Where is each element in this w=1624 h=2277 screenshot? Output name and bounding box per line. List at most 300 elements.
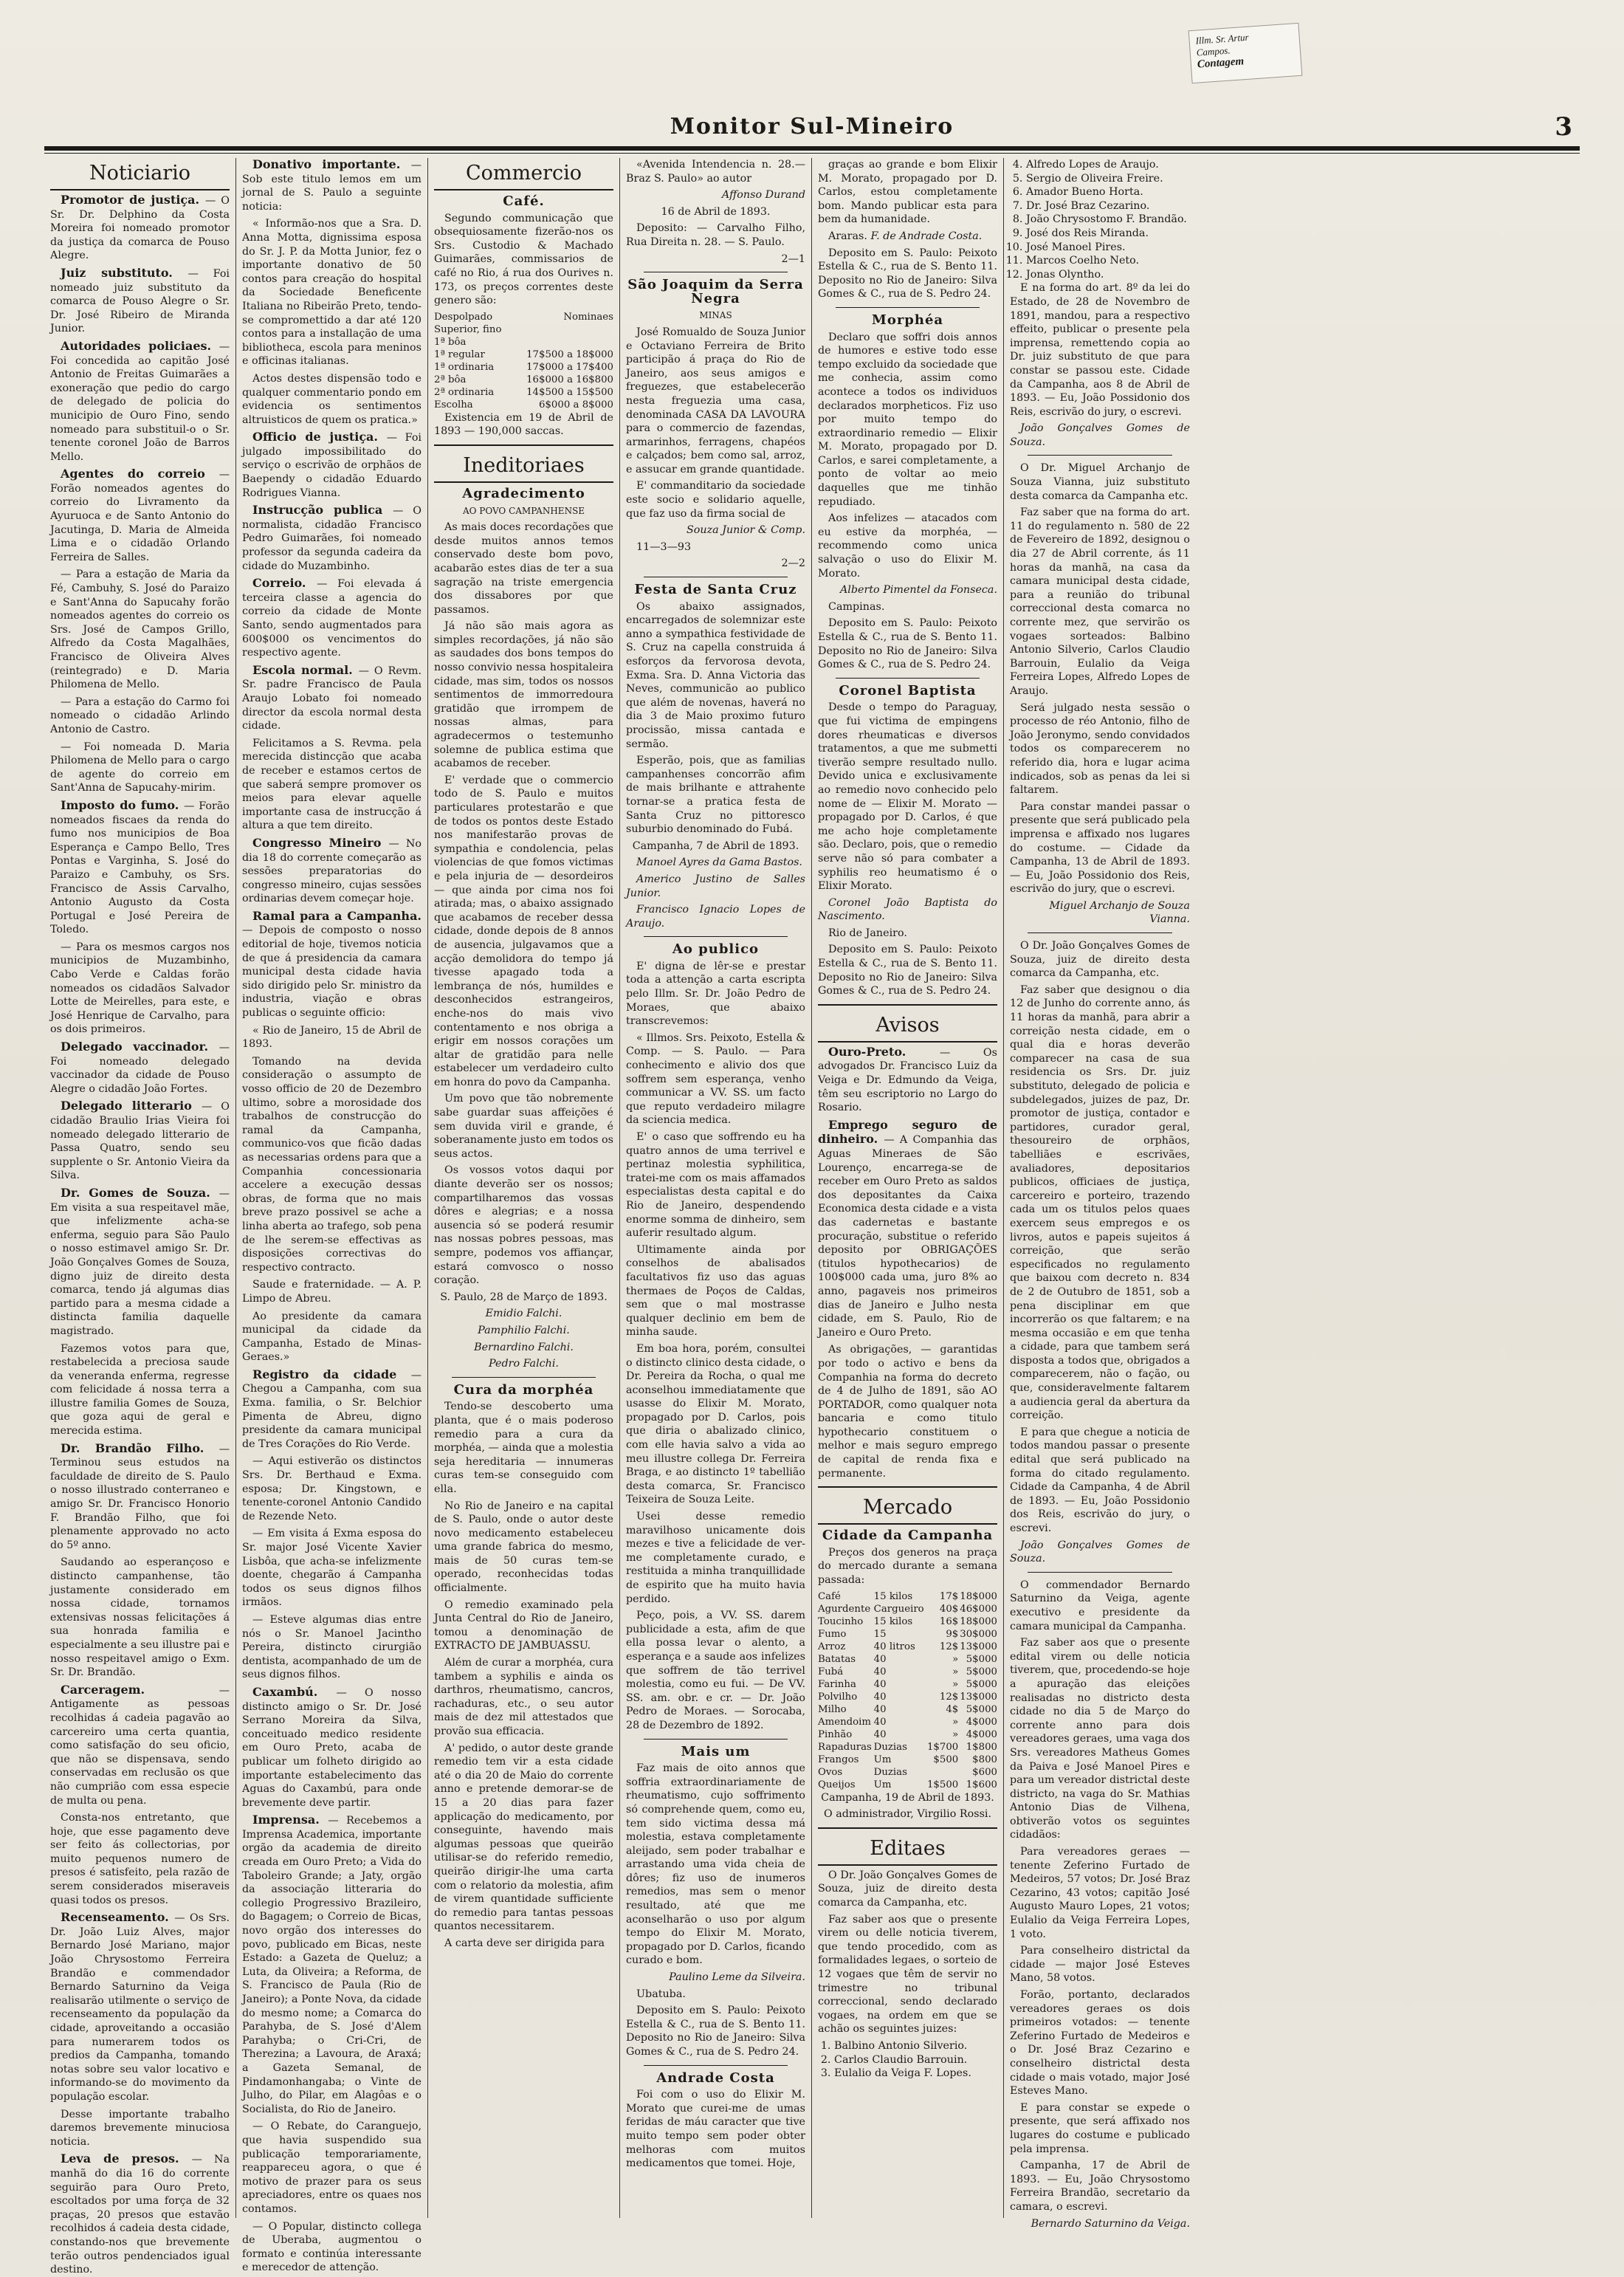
table-cell: 1ª regular (434, 348, 485, 360)
list-item: 6. Amador Bueno Horta. (1026, 185, 1190, 199)
table-cell: $500 (933, 1754, 959, 1765)
table-row (434, 323, 613, 336)
masthead-rule-thin (44, 153, 1580, 154)
paragraph: Tendo-se descoberto uma planta, que é o mais poderoso remedio para a cura da morphéa, — ainda que a molestia seja hereditaria — innumeras curas tem-se conseguido com ella. (434, 1401, 613, 1495)
table-cell: Frangos (818, 1754, 859, 1765)
notice-item (242, 1055, 422, 1275)
item-text: — Para a estação do Carmo foi nomeado o cidadão Arlindo Antonio de Castro. (50, 696, 230, 735)
table-cell: 1$600 (966, 1779, 997, 1790)
table-header-row (434, 311, 613, 323)
table-cell: 15 kilos (873, 1590, 913, 1602)
paragraph: Um povo que tão nobremente sabe guardar suas affeições é sem duvida viril e grande, é soberanamente justo em todos os seus actos. (434, 1093, 613, 1160)
item-heading: Imposto do fumo. (61, 797, 185, 812)
notice-item (50, 1911, 230, 2103)
notice-item (50, 568, 230, 691)
divider (644, 936, 788, 937)
signature: Emidio Falchi. (485, 1308, 562, 1320)
paragraph: O Dr. João Gonçalves Gomes de Souza, juiz de direito desta comarca da Campanha, etc. (818, 1869, 997, 1909)
label-line: Illm. Sr. Artur (1195, 31, 1250, 47)
notice-item (50, 741, 230, 795)
label-line: Contagem (1197, 55, 1245, 71)
table-row (818, 1641, 997, 1653)
table-row (818, 1628, 997, 1641)
table-row (818, 1779, 997, 1791)
item-text: — O Popular, distincto collega de Uberaba, augmentou o formato e continúa interessante e merecedor de attenção. (242, 2220, 422, 2274)
table-row (818, 1615, 997, 1628)
table-cell: 18$000 (960, 1590, 997, 1602)
list-item: 1. Balbino Antonio Silverio. (834, 2039, 997, 2053)
paragraph: E na forma do art. 8º da lei do Estado, de 28 de Novembro de 1891, mandou, para a respectivo effeito, publicar o presente pela imprensa, remettendo copia ao Dr. juiz substituto de que para constar se passou este. Cidade da Campanha, aos 8 de Abril de 1893. — Eu, João Possidonio dos Reis, escrivão do jury, o escrevi. (1010, 282, 1190, 418)
table-cell: 14$500 a 15$500 (526, 386, 613, 398)
paragraph: Faz saber aos que o presente virem ou delle noticia tiverem, que tendo procedido, com as formalidades legaes, o sorteio de 12 vogaes que têm de servir no trimestre no tribunal correccional, sendo declarado vogaes, na ordem em que se achão os seguintes juizes: (818, 1913, 997, 2036)
table-cell: » (952, 1728, 959, 1740)
item-text: — Os Srs. Dr. João Luiz Alves, major Bernardo José Mariano, major João Chrysostomo Ferreira Brandão e commendador Bernardo Saturnino da Veiga realisarão utilmente o serviço de recenseamento da população da cidade, aproveitando a occasião para numerarem todos os predios da Campanha, tomando notas sobre seu valor locativo e informando-se do movimento da população escolar. (50, 1912, 230, 2103)
paragraph: E' commanditario da sociedade este socio e solidario aquelle, que faz uso da firma social de (626, 480, 805, 520)
item-heading: Emprego seguro de dinheiro. (818, 1117, 997, 1147)
item-heading: Delegado litterario (61, 1099, 202, 1113)
deposit-info: Deposito em S. Paulo: Peixoto Estella & C., rua de S. Bento 11. Deposito no Rio de Janeiro: Silva Gomes & C., rua de S. Pedro 24. (818, 944, 997, 997)
table-cell: 40$ (939, 1603, 959, 1615)
table-cell: Um (873, 1779, 892, 1790)
section-title: Editaes (818, 1835, 997, 1866)
paragraph: graças ao grande e bom Elixir M. Morato, propagado por D. Carlos, estou completamente bom. Mando publicar esta para bem da humanidade. (818, 159, 997, 226)
table-cell (926, 1766, 958, 1779)
item-text: — O normalista, cidadão Francisco Pedro Guimarães, foi nomeado professor da segunda cadeira da cidade do Muzambinho. (242, 505, 422, 572)
signature: Pedro Falchi. (489, 1358, 559, 1370)
table-cell: 5$000 (966, 1703, 997, 1715)
table-row (434, 361, 613, 374)
table-row (818, 1691, 997, 1703)
divider (1028, 1572, 1172, 1573)
list-item: 3. Eulalio da Veiga F. Lopes. (834, 2067, 997, 2081)
signature: Souza Junior & Comp. (687, 524, 805, 537)
paragraph: Foi com o uso do Elixir M. Morato que curei-me de umas feridas de máu caracter que tive muito tempo sem poder obter melhoras com muitos medicamentos que tomei. Hoje, (626, 2089, 805, 2170)
notice-item (50, 696, 230, 737)
notice-item (50, 1556, 230, 1679)
signature: Bernardino Falchi. (474, 1341, 574, 1353)
table-cell: 40 (873, 1703, 887, 1715)
item-text: Saudando ao esperançoso e distincto campanhense, tão justamente considerado em nossa cidade, tornamos extensivas nossas felicitações á sua honrada familia e especialmente a seu illustre pai e nosso respeitavel amigo o Exm. Sr. Dr. Brandão. (50, 1556, 230, 1679)
table-cell: 2ª bôa (434, 374, 467, 385)
subsection-title: Agradecimento (462, 485, 585, 501)
signature: Bernardo Saturnino da Veiga. (1031, 2217, 1190, 2230)
paragraph: Para conselheiro districtal da cidade — major José Esteves Mano, 58 votos. (1010, 1945, 1190, 1985)
notice-item (50, 340, 230, 464)
item-text: Actos destes dispensão todo e qualquer commentario pondo em evidencia os sentimentos altruisticos de quem os pratica.» (242, 372, 422, 426)
paragraph: E' digna de lêr-se e prestar toda a attenção a carta escripta pelo Illm. Sr. Dr. João Pedro de Moraes, que abaixo transcrevemos: (626, 960, 805, 1028)
column-2 (236, 157, 428, 2274)
notice-item (50, 1811, 230, 1907)
signature: Affonso Durand (721, 189, 805, 202)
table-row (434, 336, 613, 348)
item-text: — Para a estação de Maria da Fé, Cambuhy, S. José do Paraizo e Sant'Anna do Sapucahy forão nomeados agentes do correio os Srs. José de Campos Grillo, Alfredo da Costa Magalhães, Francisco de Oliveira Alves (reintegrado) e D. Maria Philomena de Mello. (50, 569, 230, 691)
signature: Americo Justino de Salles Junior. (626, 873, 805, 899)
paragraph: E para constar se expede o presente, que será affixado nos lugares do costume e publicado pela imprensa. (1010, 2101, 1190, 2155)
dateline: Campanha, 17 de Abril de 1893. — Eu, João Chrysostomo Ferreira Brandão, secretario da camara, o escrevi. (1010, 2160, 1190, 2213)
table-row (434, 399, 613, 411)
column-noticiario (44, 158, 236, 2276)
notice-item (242, 1278, 422, 1305)
paragraph: Forão, portanto, declarados vereadores geraes os dois primeiros votados: — tenente Zeferino Furtado de Medeiros e o Dr. José Braz Cezarino e conselheiro districtal desta cidade o mais votado, major José Esteves Mano. (1010, 1989, 1190, 2098)
item-text: — Sob este titulo lemos em um jornal de S. Paulo a seguinte noticia: (242, 159, 422, 213)
list-item: 12. Jonas Olyntho. (1026, 268, 1190, 282)
column-4 (620, 158, 812, 2218)
table-cell: 12$ (939, 1641, 959, 1652)
item-heading: Dr. Brandão Filho. (61, 1440, 219, 1455)
paragraph: E' verdade que o commercio todo de S. Paulo e muitos particulares protestarão e que de todos os pontos deste Estado nos manifestarão provas de sympathia e condolencia, pelas violencias de que fomos victimas e pela injuria de — desordeiros — que ainda por cima nos foi atirada; mas, o abaixo assignado que acabamos de receber dessa cidade, donde depois de 8 annos de ausencia, julgavamos que a acção demolidora do tempo já tivesse apagado toda a lembrança de nós, humildes e desconhecidos estrangeiros, enche-nos do mais vivo contentamento e nos obriga a erigir em nossos corações um altar de gratidão para nelle estabelecer um verdadeiro culto em honra do povo da Campanha. (434, 774, 613, 1088)
paragraph: Os vossos votos daqui por diante deverão ser os nossos; compartilharemos das vossas dôres e alegrias; e a nossa ausencia só se poderá resumir nas nossas pobres pessoas, mas sempre, podemos vos affiançar, estará comvosco o nosso coração. (434, 1164, 613, 1287)
paragraph: Faz saber aos que o presente edital virem ou delle noticia tiverem, que, procedendo-se hoje a apuração das eleições realisadas no districto desta cidade no dia 5 de Março do corrente anno para dois vereadores geraes, uma vaga dos Srs. vereadores Matheus Gomes da Paiva e José Manoel Pires e para um vereador districtal deste districto, na vaga do Sr. Mathias Antonio Dias de Vilhena, obtiverão votos os seguintes cidadãos: (1010, 1637, 1190, 1841)
table-cell: 17$500 a 18$000 (526, 348, 613, 360)
notice-item (50, 1040, 230, 1096)
market-price-table (818, 1590, 997, 1791)
paragraph: As mais doces recordações que desde muitos annos temos conservado deste bom povo, acabarão estes dias de ter a sua sagração na triste emergencia dos dissabores por que passamos. (434, 521, 613, 616)
item-text: — Forão nomeados agentes do correio do Livramento da Ayuruoca e de Santo Antonio do Jacutinga, D. Maria de Almeida Lima e o cidadão Orlando Ferreira de Salles. (50, 469, 230, 563)
item-text: — Aqui estiverão os distinctos Srs. Dr. Berthaud e Exma. esposa; Dr. Kingstown, e tenente-coronel Antonio Candido de Rezende Neto. (242, 1455, 422, 1522)
table-cell: Polvilho (818, 1691, 858, 1703)
list-item: 5. Sergio de Oliveira Freire. (1026, 172, 1190, 186)
divider (434, 444, 613, 446)
item-text: — A Companhia das Aguas Mineraes de São Lourenço, encarrega-se de receber em Ouro Preto as saldos dos depositantes da Caixa Economica desta cidade e a vista das cadernetas e bastante procuração, substitue o referido deposito por OBRIGAÇÕES (titulos hypothecarios) de 100$000 cada uma, juro 8% ao anno, pagaveis nos primeiros dias de Janeiro e Julho nesta cidade, em S. Paulo, Rio de Janeiro e Ouro Preto. (818, 1134, 997, 1339)
deposit-info: Deposito em S. Paulo: Peixoto Estella & C., rua de S. Bento 11. Deposito no Rio de Janeiro: Silva Gomes & C., rua de S. Pedro 24. (818, 617, 997, 671)
table-cell: Farinha (818, 1678, 856, 1690)
signature: O administrador, Virgilio Rossi. (823, 1808, 992, 1821)
paragraph: O commendador Bernardo Saturnino da Veiga, agente executivo e presidente da camara municipal da Campanha. (1010, 1579, 1190, 1632)
subsection-title: Cura da morphéa (453, 1381, 594, 1398)
place: Ubatuba. (636, 1988, 686, 2000)
table-cell: $600 (972, 1766, 997, 1778)
divider (452, 1377, 596, 1378)
item-text: Desse importante trabalho daremos brevemente minuciosa noticia. (50, 2108, 230, 2148)
table-row (818, 1678, 997, 1691)
item-text: — Recebemos a Imprensa Academica, importante orgão da academia de direito creada em Ouro Preto; a Vida do Taboleiro Grande; a Jaty, orgão da associação litteraria do collegio Progressivo Brazileiro, do Bagagem; o Correio de Bicas, novo orgão dos interesses do povo, publicado em Bicas, neste Estado: a Gazeta de Queluz; a Luta, da Oliveira; a Reforma, de S. Francisco de Paula (Rio de Janeiro); a Ponte Nova, da cidade do mesmo nome; a Comarca do Parahyba, de S. José d'Alem Parahyba; o Cri-Cri, de Therezina; a Lavoura, de Araxá; a Gazeta Semanal, de Pindamonhangaba; o Vinte de Julho, do Pilar, em Alagôas e o Socialista, do Rio de Janeiro. (242, 1815, 422, 2115)
item-heading: Instrucção publica (252, 503, 393, 518)
paragraph: O Dr. Miguel Archanjo de Souza Vianna, juiz substituto desta comarca da Campanha etc. (1010, 462, 1190, 502)
table-header: Despolpado (434, 311, 493, 323)
paragraph: Usei desse remedio maravilhoso unicamente dois mezes e tive a felicidade de ver-me completamente curado, e restituida a minha tranquillidade de espirito que ha muito havia perdido. (626, 1511, 805, 1605)
dateline: S. Paulo, 28 de Março de 1893. (440, 1291, 608, 1303)
paragraph: Além de curar a morphéa, cura tambem a syphilis e ainda os darthros, rheumatismo, cancros, rachaduras, etc., o seu autor mais de dez mil attestados que provão sua efficacia. (434, 1657, 613, 1737)
item-text: Consta-nos entretanto, que hoje, que esse pagamento deve ser feito ás collectorias, por muito pequenos numero de presos é satisfeito, pela razão de serem considerados miseraveis quasi todos os presos. (50, 1812, 230, 1906)
table-cell: Fumo (818, 1628, 847, 1640)
notice-item (242, 577, 422, 660)
notice-item (50, 2108, 230, 2149)
paragraph: As obrigações, — garantidas por todo o activo e bens da Companhia na forma do decreto de 4 de Julho de 1891, são AO PORTADOR, como qualquer nota bancaria e como titulo hypothecario constituem o melhor e mais seguro emprego de capital de renda fixa e permanente. (818, 1344, 997, 1480)
place-signature (818, 230, 997, 244)
notice-item (242, 504, 422, 573)
item-heading: Juiz substituto. (61, 265, 188, 280)
divider (836, 307, 980, 308)
list-item: 9. José dos Reis Miranda. (1026, 227, 1190, 241)
divider (818, 1004, 997, 1006)
table-cell: 46$000 (960, 1603, 997, 1615)
table-row (818, 1590, 997, 1603)
table-row (818, 1653, 997, 1666)
signature: Francisco Ignacio Lopes de Araujo. (626, 904, 805, 930)
table-cell: Batatas (818, 1653, 856, 1665)
notice-item (818, 1045, 997, 1115)
paragraph: Faz mais de oito annos que soffria extraordinariamente de rheumatismo, cujo soffrimento só comprehende quem, como eu, tem sido victima dessa má molestia, estava completamente aleijado, sem poder trabalhar e arrastando uma vida cheia de dôres; fiz uso de inumeros remedios, mas sem o menor resultado, até que me aconselharão o uso por algum tempo do Elixir M. Morato, propagado por D. Carlos, ficando curado e bom. (626, 1762, 805, 1967)
table-row (818, 1666, 997, 1678)
dateline: Campanha, 19 de Abril de 1893. (821, 1791, 994, 1804)
signature: João Gonçalves Gomes de Souza. (1010, 422, 1190, 448)
paragraph: Declaro que soffri dois annos de humores e estive todo esse tempo excluido da sociedade que me conhecia, assim como acontece a todos os individuos declarados morpheticos. Fiz uso por muito tempo do extraordinario remedio — Elixir M. Morato, propagado por D. Carlos, e sarei completamente, a ponto de voltar ao meio daquelles que me tinhão repudiado. (818, 331, 997, 508)
table-cell: » (952, 1666, 959, 1677)
table-cell: 40 (873, 1728, 887, 1740)
item-heading: Dr. Gomes de Souza. (61, 1185, 219, 1200)
paragraph: «Avenida Intendencia n. 28.—Braz S. Paulo» ao autor (626, 159, 805, 185)
item-text: — Esteve algumas dias entre nós o Sr. Manoel Jacintho Pereira, distincto cirurgião dentista, acompanhado de um de seus dignos filhos. (242, 1613, 422, 1681)
item-heading: Ouro-Preto. (828, 1044, 940, 1059)
list-item: 10. José Manoel Pires. (1026, 241, 1190, 255)
paragraph: Ultimamente ainda por conselhos de abalisados facultativos fiz uso das aguas thermaes de Poços de Caldas, sem que o mal mostrasse qualquer declinio em bem de minha saude. (626, 1243, 805, 1339)
paragraph: No Rio de Janeiro e na capital de S. Paulo, onde o autor deste novo medicamento estabeleceu uma grande fabrica do mesmo, mais de 50 curas tem-se operado, reconhecidas todas officialmente. (434, 1500, 613, 1595)
item-heading: Carceragem. (61, 1682, 219, 1697)
notice-item (242, 1310, 422, 1364)
juror-list (818, 2039, 997, 2081)
table-cell: Queijos (818, 1779, 856, 1790)
paragraph: Faz saber que designou o dia 12 de Junho do corrente anno, ás 11 horas da manhã, para abrir a correição nesta cidade, em o qual dia e horas deverão comparecer na casa de sua residencia os Srs. Dr. juiz substituto, delegado de policia e subdelegados, juizes de paz, Dr. promotor de justiça, contador e partidores, curador geral, thesoureiro de orphãos, tabelliães e escrivães, avaliadores, depositarios publicos, officiaes de justiça, carcereiro e porteiro, trazendo cada um os titulos pelos quaes exercem seus empregos e os livros, autos e papeis sujeitos á correição, que serão especificados no regulamento que baixou com decreto n. 834 de 2 de Outubro de 1851, sob a pena disciplinar em que incorrerão os que faltarem; e na mesma occasião e em que tenha a cidade, para que tambem será disposta a todos que, obrigados a comparecerem, não o fação, ou que, consideravelmente faltarem a audiencia geral da abertura da correição. (1010, 983, 1190, 1422)
table-cell: 16$ (939, 1615, 959, 1627)
list-item: 4. Alfredo Lopes de Araujo. (1026, 158, 1190, 172)
item-text: « Informão-nos que a Sra. D. Anna Motta, dignissima esposa do Sr. J. P. da Motta Junior, fez o importante donativo de 50 contos para creação do hospital da Sociedade Beneficente Italiana no Ribeirão Preto, tendo-se compromettido a dar até 120 contos para a installação de uma bibliotheca, escola para meninos e officinas italianas. (242, 218, 422, 368)
item-text: — Chegou a Campanha, com sua Exma. familia, o Sr. Belchior Pimenta de Abreu, digno presidente da camara municipal de Tres Corações do Rio Verde. (242, 1369, 422, 1450)
table-cell: 5$000 (966, 1666, 997, 1677)
table-cell: 4$000 (966, 1728, 997, 1740)
item-heading: Agentes do correio (61, 467, 219, 481)
columns (44, 157, 1580, 2276)
list-item: 8. João Chrysostomo F. Brandão. (1026, 213, 1190, 227)
notice-item (50, 193, 230, 263)
section-title: Noticiario (50, 159, 230, 190)
item-heading: Escola normal. (252, 662, 359, 677)
dateline: 11—3—93 (636, 540, 692, 553)
notice-item (242, 2220, 422, 2275)
subsection-title: Mais um (681, 1743, 751, 1759)
paragraph: Preços dos generos na praça do mercado durante a semana passada: (818, 1546, 997, 1587)
place: Rio de Janeiro. (828, 927, 907, 939)
item-text: Felicitamos a S. Revma. pela merecida distincção que acaba de receber e estamos certos de que saberá sempre promover os meios para elevar aquelle importante casa de instrucção á altura a que tem direito. (242, 737, 422, 832)
table-cell: 12$ (939, 1691, 959, 1703)
table-cell: Superior, fino (434, 323, 502, 335)
item-text: — Foi nomeado delegado vaccinador da cidade de Pouso Alegre o cidadão João Fortes. (50, 1042, 230, 1095)
insertion-count: 2—1 (781, 253, 805, 265)
notice-item (242, 1813, 422, 2116)
notice-item (242, 217, 422, 368)
item-text: — Para os mesmos cargos nos municipios de Muzambinho, Cabo Verde e Caldas forão nomeados os cidadãos Salvador Lotte de Meirelles, para este, e José Henrique de Carvalho, para os dois primeiros. (50, 941, 230, 1036)
notice-item (50, 1442, 230, 1553)
subsection-title: Coronel Baptista (839, 682, 977, 698)
masthead-rule (44, 146, 1580, 151)
column-commercio (428, 158, 620, 2218)
table-cell: 4$000 (966, 1716, 997, 1728)
notice-item (818, 1119, 997, 1340)
table-cell: 40 (873, 1653, 887, 1665)
notice-item (242, 1686, 422, 1810)
notice-item (242, 837, 422, 906)
page-number: 3 (1555, 112, 1572, 142)
notice-item (50, 2152, 230, 2276)
item-text: — O nosso distincto amigo o Sr. Dr. José Serrano Moreira da Silva, conceituado medico residente em Ouro Preto, acaba de publicar um folheto dirigido ao importante estabelecimento das Aguas do Caxambú, para onde brevemente deve partir. (242, 1686, 422, 1809)
signature: Manoel Ayres da Gama Bastos. (636, 856, 802, 869)
table-cell: » (952, 1678, 959, 1690)
table-cell: Arroz (818, 1641, 846, 1652)
masthead (44, 111, 1580, 143)
table-cell: Duzias (873, 1766, 907, 1778)
table-cell: 30$000 (960, 1628, 997, 1640)
list-item: 2. Carlos Claudio Barrouin. (834, 2053, 997, 2067)
divider (818, 1827, 997, 1829)
table-cell (512, 336, 613, 348)
divider (836, 678, 980, 679)
table-row (818, 1766, 997, 1779)
paragraph: O Dr. João Gonçalves Gomes de Souza, juiz de direito desta comarca da Campanha, etc. (1010, 940, 1190, 980)
table-cell: Pinhão (818, 1728, 853, 1740)
table-header: Nominaes (563, 311, 613, 323)
item-text: — O Revm. Sr. padre Francisco de Paula Araujo Lobato foi nomeado director da escola normal desta cidade. (242, 664, 422, 732)
subsection-title: Morphéa (871, 312, 944, 328)
paragraph: Aos infelizes — atacados com eu estive da morphéa, — recommendo como unica salvação o uso do Elixir M. Morato. (818, 512, 997, 580)
item-text: — Foi elevada á terceira classe a agencia do correio da cidade de Monte Santo, sendo augmentados para 600$000 os vencimentos do respectivo agente. (242, 578, 422, 659)
notice-item (50, 1683, 230, 1807)
notice-item (50, 799, 230, 937)
table-cell: 6$000 a 8$000 (539, 399, 613, 411)
item-heading: Imprensa. (252, 1813, 328, 1827)
table-cell: Rapaduras (818, 1741, 872, 1753)
paragraph: Para constar mandei passar o presente que será publicado pela imprensa e affixado nos lugares do costume. — Cidade da Campanha, 13 de Abril de 1893. — Eu, João Possidonio dos Reis, escrivão do jury, que o escrevi. (1010, 800, 1190, 896)
item-text: — Antigamente as pessoas recolhidas á cadeia pagavão ao carcereiro uma certa quantia, como satisfação do seu oficio, que não se dispensava, sendo conservadas em reclusão os que não cumprião com essa especie de multa ou pena. (50, 1684, 230, 1807)
table-row (434, 374, 613, 386)
subsection-title: Café. (503, 193, 545, 209)
divider (1028, 455, 1172, 456)
table-row (434, 386, 613, 399)
table-cell: 1$500 (926, 1779, 959, 1790)
address-label (1188, 23, 1303, 83)
table-cell: 17$ (939, 1590, 959, 1602)
paragraph: Segundo communicação que obsequiosamente fizerão-nos os Srs. Custodio & Machado Guimarães, commissarios de café no Rio, á rua dos Ourives n. 173, os preços correntes deste genero são: (434, 212, 613, 307)
item-text: — Foi concedida ao capitão José Antonio de Freitas Guimarães a exoneração que pedio do cargo de delegado de policia do municipio de Ouro Fino, sendo nomeado para substituil-o o Sr. tenente coronel João de Barros Mello. (50, 340, 230, 463)
notice-item (242, 158, 422, 213)
deposit-info: Deposito em S. Paulo: Peixoto Estella & C., rua de S. Bento 11. Deposito no Rio de Janeiro: Silva Gomes & C., rua de S. Pedro 24. (626, 2005, 805, 2058)
subsection-title: Festa de Santa Cruz (634, 582, 797, 598)
item-heading: Correio. (252, 576, 317, 591)
paragraph: E' o caso que soffrendo eu ha quatro annos de uma terrivel e pertinaz molestia syphilitica, tratei-me com os mais affamados especialistas desta capital e do Rio de Janeiro, despendendo enorme somma de dinheiro, sem auferir resultado algum. (626, 1131, 805, 1240)
item-text: — O Rebate, do Caranguejo, que havia suspendido sua publicação temporariamente, reappareceu agora, o que é motivo de prazer para os seus apreciadores, entre os quaes nos contamos. (242, 2120, 422, 2215)
table-cell: 1$700 (926, 1741, 959, 1753)
notice-item (50, 467, 230, 564)
table-cell: 5$000 (966, 1678, 997, 1690)
paragraph: E para que chegue a noticia de todos mandou passar o presente edital que será publicado na forma do citado regulamento. Cidade da Campanha, 4 de Abril de 1893. — Eu, João Possidonio dos Reis, escrivão do jury, o escrevi. (1010, 1426, 1190, 1534)
paragraph: Esperão, pois, que as familias campanhenses concorrão afim de mais brilhante e attrahente tornar-se a pratica festa de Santa Cruz no pittoresco suburbio denominado do Fubá. (626, 755, 805, 836)
item-heading: Caxambú. (252, 1684, 337, 1699)
item-text: — Forão nomeados fiscaes da renda do fumo nos municipios de Boa Esperança e Campo Bello, Tres Pontas e Varginha, S. José do Paraizo e Cambuhy, os Srs. Francisco de Assis Carvalho, Antonio Augusto da Costa Portugal e José Pereira de Toledo. (50, 800, 230, 936)
table-cell: 4$ (946, 1703, 959, 1715)
table-row (818, 1728, 997, 1741)
notice-item (242, 664, 422, 733)
dateline: Campanha, 7 de Abril de 1893. (632, 839, 799, 852)
table-cell: 5$000 (966, 1653, 997, 1665)
paragraph: « Illmos. Srs. Peixoto, Estella & Comp. — S. Paulo. — Para conhecimento e alivio dos que soffrem sem esperança, venho communicar a VV. SS. um facto que reputo verdadeiro milagre da sciencia medica. (626, 1031, 805, 1127)
paragraph: O remedio examinado pela Junta Central do Rio de Janeiro, tomou a denominação de EXTRACTO DE JAMBUASSU. (434, 1598, 613, 1652)
paragraph: Deposito: — Carvalho Filho, Rua Direita n. 28. — S. Paulo. (626, 222, 805, 248)
table-cell: Fubá (818, 1666, 844, 1677)
paragraph: Em boa hora, porém, consultei o distincto clinico desta cidade, o Dr. Pereira da Rocha, o qual me aconselhou immediatamente que usasse do Elixir M. Morato, propagado por D. Carlos, pois que diria o abalizado clinico, com elle havia salvo a vida ao meu illustre collega Dr. Ferreira Braga, e ao distincto 1º tabellião desta comarca, Sr. Francisco Teixeira de Souza Leite. (626, 1342, 805, 1506)
table-cell: Escolha (434, 399, 473, 411)
dateline: 16 de Abril de 1893. (661, 205, 771, 218)
item-text: Tomando na devida consideração o assumpto de vosso officio de 20 de Dezembro ultimo, sobre a morosidade dos trabalhos de construcção do ramal da Campanha, communico-vos que ficão dadas as necessarias ordens para que a Companhia concessionaria accelere a execução dessas obras, de forma que no mais breve prazo possivel se ache a linha aberta ao trafego, sob pena de lhe serem-se effectivas as disposições correctivas do respectivo contracto. (242, 1055, 422, 1274)
item-heading: Recenseamento. (61, 1910, 175, 1925)
table-cell: 40 litros (873, 1641, 915, 1652)
item-text: — Foi julgado impossibilitado do serviço o escrivão de orphãos de Baependy o cidadão Eduardo Rodrigues Vianna. (242, 432, 422, 499)
notice-item (242, 372, 422, 427)
section-title: Commercio (434, 159, 613, 190)
section-title: Ineditoriaes (434, 452, 613, 483)
table-cell: 18$000 (960, 1615, 997, 1627)
notice-item (242, 910, 422, 1020)
paragraph: Já não são mais agora as simples recordações, já não são as saudades dos bons tempos do nosso convivio nessa hospitaleira cidade, mas sim, todos os nossos sentimentos de immorredoura gratidão que irrompem de nossas almas, para agradecermos o testemunho solemne de publica estima que acabamos de receber. (434, 620, 613, 770)
place: Campinas. (828, 600, 885, 613)
table-cell: Café (818, 1590, 841, 1602)
table-cell: 15 (873, 1628, 887, 1640)
table-cell: Um (873, 1754, 892, 1765)
notice-item (242, 1527, 422, 1610)
signature: Paulino Leme da Silveira. (669, 1971, 805, 1984)
notice-item (242, 1613, 422, 1682)
item-heading: Ramal para a Campanha. (252, 908, 422, 923)
table-cell: Milho (818, 1703, 847, 1715)
deposit-info: Deposito em S. Paulo: Peixoto Estella & C., rua de S. Bento 11. Deposito no Rio de Janeiro: Silva Gomes & C., rua de S. Pedro 24. (818, 247, 997, 300)
label-line: Campos. (1196, 44, 1231, 58)
table-cell: 40 (873, 1716, 887, 1728)
notice-item (242, 1455, 422, 1523)
subsection-title: São Joaquim da Serra Negra (627, 277, 804, 306)
item-heading: Autoridades policiaes. (61, 338, 219, 353)
table-cell: Toucinho (818, 1615, 864, 1627)
table-cell: 13$000 (960, 1691, 997, 1703)
item-heading: Leva de presos. (61, 2151, 192, 2166)
table-cell: Amendoim (818, 1716, 872, 1728)
signature: Pamphilio Falchi. (478, 1324, 570, 1336)
notice-item (242, 2120, 422, 2216)
table-cell: 15 kilos (873, 1615, 913, 1627)
section-title: Avisos (818, 1012, 997, 1043)
item-text: — Terminou seus estudos na faculdade de direito de S. Paulo o nosso illustrado conterraneo e amigo Sr. Dr. Francisco Honorio F. Brandão Filho, que foi plenamente approvado no acto do 5º anno. (50, 1443, 230, 1551)
item-text: — Foi nomeado juiz substituto da comarca de Pouso Alegre o Sr. Dr. José Ribeiro de Miranda Junior. (50, 267, 230, 335)
subsection-place: MINAS (699, 310, 732, 321)
paragraph: José Romualdo de Souza Junior e Octaviano Ferreira de Brito participão á praça do Rio de Janeiro, aos seus amigos e freguezes, que estabelecerão nesta freguezia uma casa, denominada CASA DA LAVOURA para o commercio de fazendas, armarinhos, ferragens, chapéos e calçados; bem como sal, arroz, e assucar em grande quantidade. (626, 326, 805, 475)
table-cell: $800 (972, 1754, 997, 1765)
table-cell: 1$800 (966, 1741, 997, 1753)
list-item: 7. Dr. José Braz Cezarino. (1026, 199, 1190, 213)
list-item: 11. Marcos Coelho Neto. (1026, 254, 1190, 268)
paragraph: Para vereadores geraes — tenente Zeferino Furtado de Medeiros, 57 votos; Dr. José Braz Cezarino, 43 votos; capitão José Augusto Mauro Lopes, 21 votos; Eulalio da Veiga Ferreira Lopes, 1 voto. (1010, 1846, 1190, 1940)
table-cell: 13$000 (960, 1641, 997, 1652)
table-row (434, 348, 613, 361)
notice-item (242, 430, 422, 500)
item-text: — No dia 18 do corrente começarão as sessões preparatorias do congresso mineiro, cujas sessões ordinarias devem começar hoje. (242, 837, 422, 905)
divider (818, 1486, 997, 1488)
table-cell (512, 323, 613, 336)
newspaper-title: Monitor Sul-Mineiro (670, 114, 954, 140)
item-heading: Delegado vaccinador. (61, 1040, 219, 1054)
signature: Alberto Pimentel da Fonseca. (839, 584, 997, 597)
subsection-title: Ao publico (672, 941, 760, 958)
table-cell: Duzias (873, 1741, 907, 1753)
table-cell: 2ª ordinaria (434, 386, 495, 398)
table-cell: 9$ (946, 1628, 959, 1640)
table-row (818, 1716, 997, 1728)
paragraph: Desde o tempo do Paraguay, que fui victima de empingens dores rheumaticas e diversos tratamentos, a que me submetti tiverão sempre resultado nullo. Devido unica e exclusivamente ao remedio novo conhecido pelo nome de — Elixir M. Morato — propagado por D. Carlos, é que me acho hoje completamente são. Declaro, pois, que o remedio serve não só para combater a syphilis reo heumatismo é o Elixir Morato. (818, 701, 997, 893)
